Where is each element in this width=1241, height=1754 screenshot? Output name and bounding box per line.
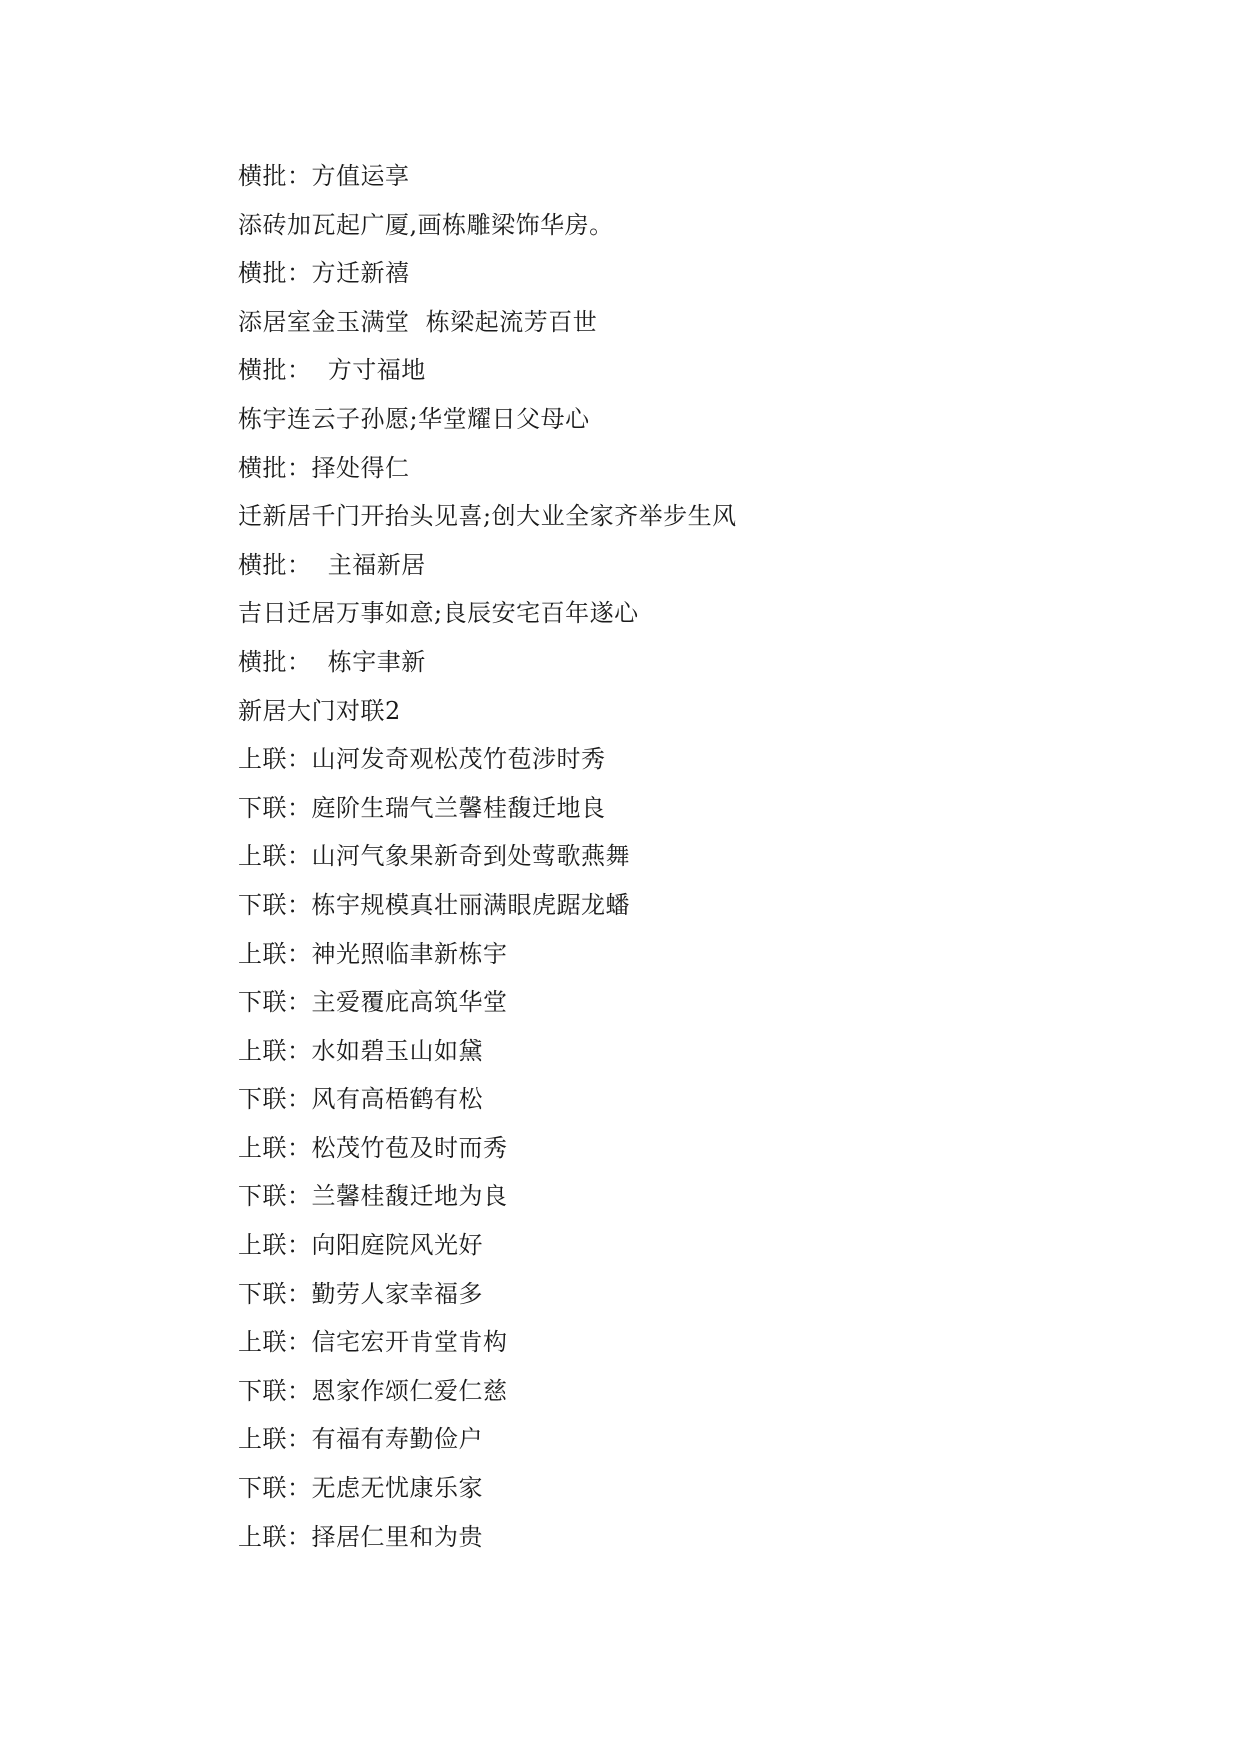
text-line: 添砖加瓦起广厦,画栋雕梁饰华房。 — [238, 210, 614, 239]
text-line: 下联：风有高梧鹤有松 — [238, 1085, 483, 1114]
text-line: 横批： 栋宇聿新 — [238, 647, 426, 676]
text-line: 横批：方值运享 — [238, 162, 410, 190]
text-line: 下联：主爱覆庇高筑华堂 — [238, 988, 508, 1017]
section-heading: 新居大门对联2 — [238, 696, 401, 725]
text-line: 下联：庭阶生瑞气兰馨桂馥迁地良 — [238, 793, 606, 822]
text-line: 上联：松茂竹苞及时而秀 — [238, 1133, 508, 1162]
text-line: 下联：恩家作颂仁爱仁慈 — [238, 1376, 508, 1405]
text-line: 上联：有福有寿勤俭户 — [238, 1425, 483, 1454]
text-line: 上联：信宅宏开肯堂肯构 — [238, 1328, 508, 1357]
text-line: 吉日迁居万事如意;良辰安宅百年遂心 — [238, 599, 639, 628]
text-line: 上联：山河发奇观松茂竹苞涉时秀 — [238, 745, 606, 774]
text-line: 栋宇连云子孙愿;华堂耀日父母心 — [238, 404, 590, 433]
text-line: 上联：水如碧玉山如黛 — [238, 1036, 483, 1065]
text-line: 横批：方迁新禧 — [238, 259, 410, 288]
text-line: 上联：向阳庭院风光好 — [238, 1231, 483, 1260]
text-line: 下联：栋宇规模真壮丽满眼虎踞龙蟠 — [238, 890, 630, 919]
text-line: 横批：择处得仁 — [238, 453, 410, 482]
document-body — [238, 152, 1138, 1561]
text-line: 下联：无虑无忧康乐家 — [238, 1474, 483, 1503]
text-line: 下联：兰馨桂馥迁地为良 — [238, 1182, 508, 1211]
text-line: 迁新居千门开抬头见喜;创大业全家齐举步生风 — [238, 502, 737, 531]
text-line: 添居室金玉满堂 栋梁起流芳百世 — [238, 307, 598, 336]
text-line: 横批： 方寸福地 — [238, 356, 426, 385]
text-line: 下联：勤劳人家幸福多 — [238, 1279, 483, 1308]
text-line: 上联：山河气象果新奇到处莺歌燕舞 — [238, 842, 630, 871]
text-line: 横批： 主福新居 — [238, 550, 426, 579]
text-line: 上联：择居仁里和为贵 — [238, 1522, 483, 1551]
text-line: 上联：神光照临聿新栋宇 — [238, 939, 508, 968]
